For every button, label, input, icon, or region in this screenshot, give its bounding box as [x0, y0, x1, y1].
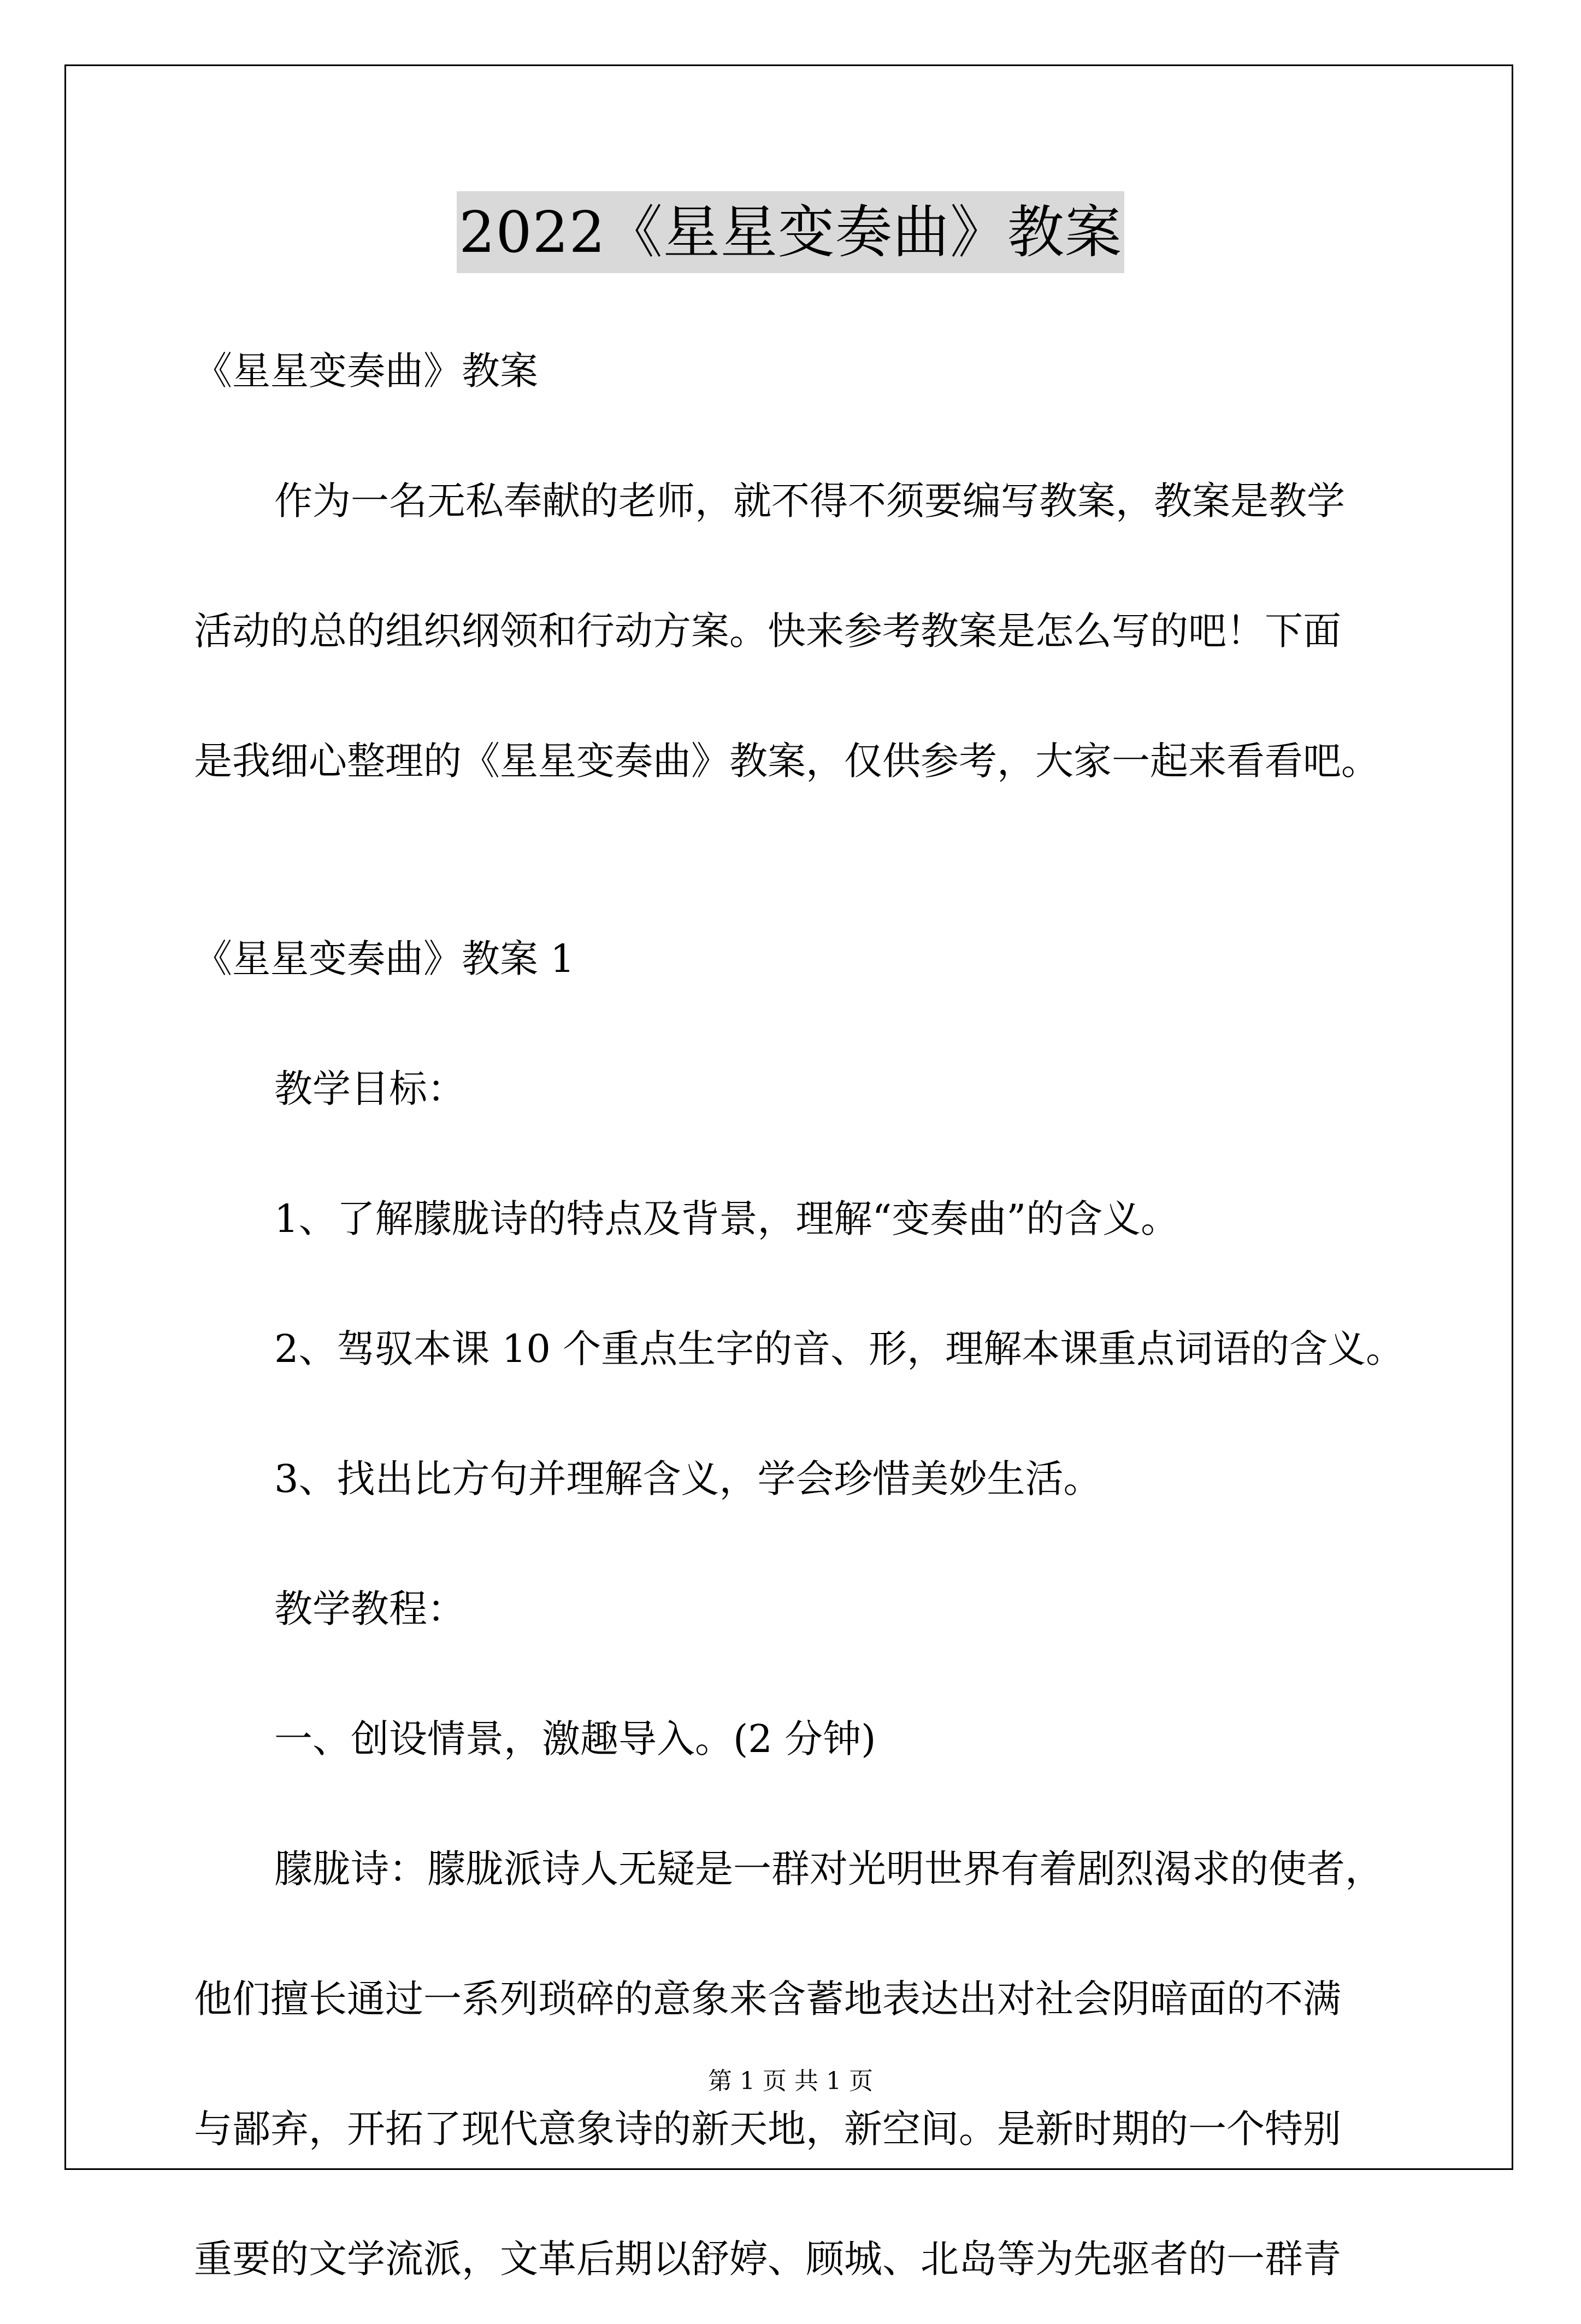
document-title: 2022《星星变奏曲》教案	[457, 191, 1124, 273]
process-heading: 教学教程：	[274, 1586, 465, 1631]
intro-line-2: 活动的总的组织纲领和行动方案。快来参考教案是怎么写的吧！下面	[194, 609, 1341, 653]
intro-line-1: 作为一名无私奉献的老师，就不得不须要编写教案，教案是教学	[274, 479, 1345, 523]
document-body	[194, 306, 1418, 2324]
section-title: 《星星变奏曲》教案 1	[194, 936, 575, 981]
subtitle: 《星星变奏曲》教案	[194, 349, 538, 393]
paragraph-line-2: 他们擅长通过一系列琐碎的意象来含蓄地表达出对社会阴暗面的不满	[194, 1977, 1341, 2021]
paragraph-line-3: 与鄙弃，开拓了现代意象诗的新天地，新空间。是新时期的一个特别	[194, 2107, 1341, 2151]
page-footer	[0, 2065, 1581, 2098]
objective-2: 2、驾驭本课 10 个重点生字的音、形，理解本课重点词语的含义。	[274, 1326, 1405, 1371]
page-number: 第 1 页 共 1 页	[708, 2067, 873, 2095]
objective-1: 1、了解朦胧诗的特点及背景，理解“变奏曲”的含义。	[274, 1196, 1179, 1241]
section-gap	[194, 826, 1418, 894]
step-one: 一、创设情景，激趣导入。(2 分钟)	[274, 1717, 876, 1761]
objectives-heading: 教学目标：	[274, 1066, 465, 1111]
objective-3: 3、找出比方句并理解含义，学会珍惜美妙生活。	[274, 1456, 1102, 1501]
title-container	[0, 191, 1581, 273]
paragraph-line-4: 重要的文学流派，文革后期以舒婷、顾城、北岛等为先驱者的一群青	[194, 2237, 1341, 2281]
intro-line-3: 是我细心整理的《星星变奏曲》教案，仅供参考，大家一起来看看吧。	[194, 739, 1379, 783]
paragraph-line-1: 朦胧诗：朦胧派诗人无疑是一群对光明世界有着剧烈渴求的使者，	[274, 1847, 1383, 1891]
